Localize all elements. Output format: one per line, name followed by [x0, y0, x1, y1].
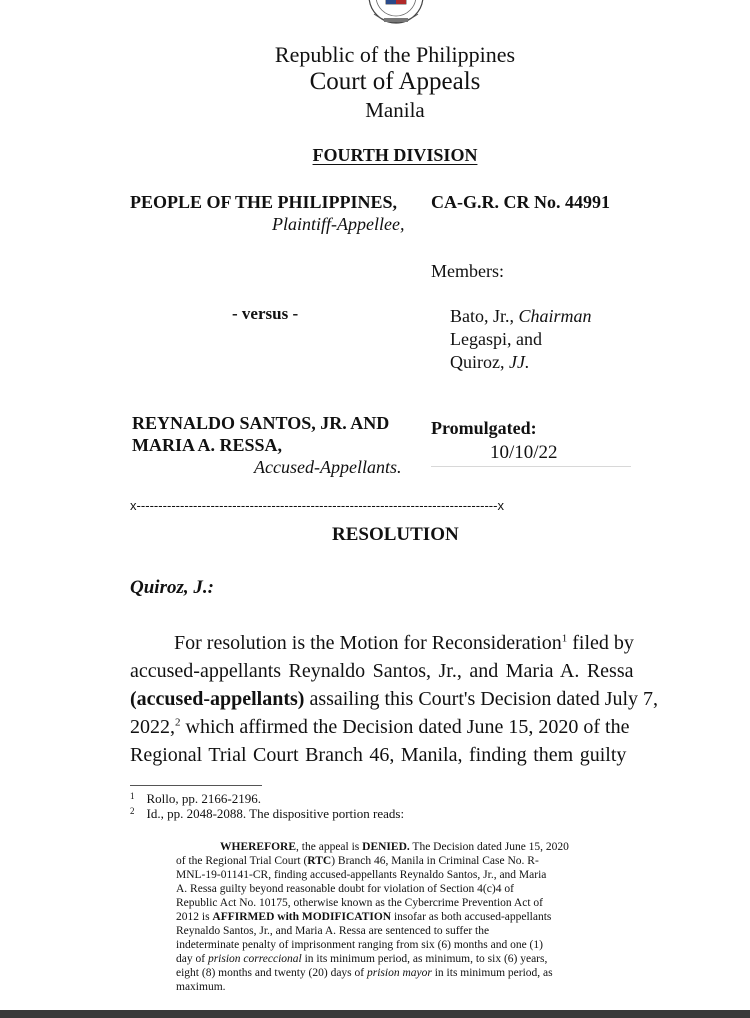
header-court-name: Court of Appeals — [309, 68, 481, 95]
resolution-title: RESOLUTION — [332, 524, 459, 545]
member-chairman: Bato, Jr., Chairman — [450, 306, 592, 326]
ponente: Quiroz, J.: — [130, 577, 214, 598]
footnote-ref-2[interactable]: 2 — [175, 716, 181, 729]
division-title: FOURTH DIVISION — [312, 145, 478, 165]
paragraph-line-5: Regional Trial Court Branch 46, Manila, finding them guilty — [130, 744, 627, 766]
member-legaspi: Legaspi, and — [450, 329, 542, 349]
plaintiff-name: PEOPLE OF THE PHILIPPINES, — [130, 192, 398, 212]
accused-line-1: REYNALDO SANTOS, JR. AND — [132, 413, 390, 433]
caption-divider: x-----------------------------------------------------------------------------------x — [130, 498, 505, 513]
promulgated-label: Promulgated: — [431, 418, 537, 438]
case-number: CA-G.R. CR No. 44991 — [431, 192, 610, 212]
footnote-1: $^1$ Rollo, pp. 2166-2196. — [130, 791, 261, 806]
versus-label: - versus - — [232, 304, 299, 323]
quote-line-4: A. Ressa guilty beyond reasonable doubt for violation of Section 4(c)4 of — [176, 883, 514, 895]
quote-line-11: maximum. — [176, 981, 226, 993]
quote-line-7: Reynaldo Santos, Jr., and Maria A. Ressa are sentenced to suffer the — [176, 925, 490, 937]
quote-line-5: Republic Act No. 10175, otherwise known as the Cybercrime Prevention Act of — [176, 897, 543, 909]
quote-line-8: indeterminate penalty of imprisonment ranging from six (6) months and one (1) — [176, 939, 543, 951]
court-seal-icon — [364, 0, 428, 36]
accused-line-2: MARIA A. RESSA, — [132, 435, 283, 455]
paragraph-line-3: (accused-appellants) assailing this Court's Decision dated July 7, — [130, 688, 659, 710]
footnote-2: $^2$ Id., pp. 2048-2088. The dispositive portion reads: — [130, 806, 405, 821]
paragraph-line-2: accused-appellants Reynaldo Santos, Jr., and Maria A. Ressa — [130, 660, 634, 682]
quote-line-1: WHEREFORE, the appeal is DENIED. The Decision dated June 15, 2020 — [220, 841, 569, 853]
header-republic: Republic of the Philippines — [274, 42, 516, 67]
promulgated-underline — [431, 466, 631, 467]
footnote-ref-1[interactable]: 1 — [561, 632, 568, 645]
paragraph-line-4: 2022,$^2$ which affirmed the Decision dated June 15, 2020 of the — [130, 716, 630, 738]
quote-line-9: day of prision correccional in its minimum period, as minimum, to six (6) years, — [176, 953, 548, 965]
header-city: Manila — [365, 98, 425, 122]
viewer-bottom-bar — [0, 1010, 750, 1018]
members-label: Members: — [431, 261, 504, 281]
quote-line-3: MNL-19-01141-CR, finding accused-appellants Reynaldo Santos, Jr., and Maria — [176, 869, 547, 881]
paragraph-line-1: For resolution is the Motion for Reconsideration$^1$ filed by — [174, 632, 634, 654]
quote-line-6: 2012 is AFFIRMED with MODIFICATION insofar as both accused-appellants — [176, 911, 552, 923]
footnote-separator — [130, 785, 262, 786]
plaintiff-role: Plaintiff-Appellee, — [272, 214, 405, 234]
quote-line-2: of the Regional Trial Court (RTC) Branch 46, Manila in Criminal Case No. R- — [176, 855, 539, 867]
quote-line-10: eight (8) months and twenty (20) days of prision mayor in its minimum period, as — [176, 967, 553, 979]
accused-role: Accused-Appellants. — [254, 457, 402, 477]
promulgated-date: 10/10/22 — [490, 442, 558, 463]
member-quiroz: Quiroz, JJ. — [450, 352, 530, 372]
